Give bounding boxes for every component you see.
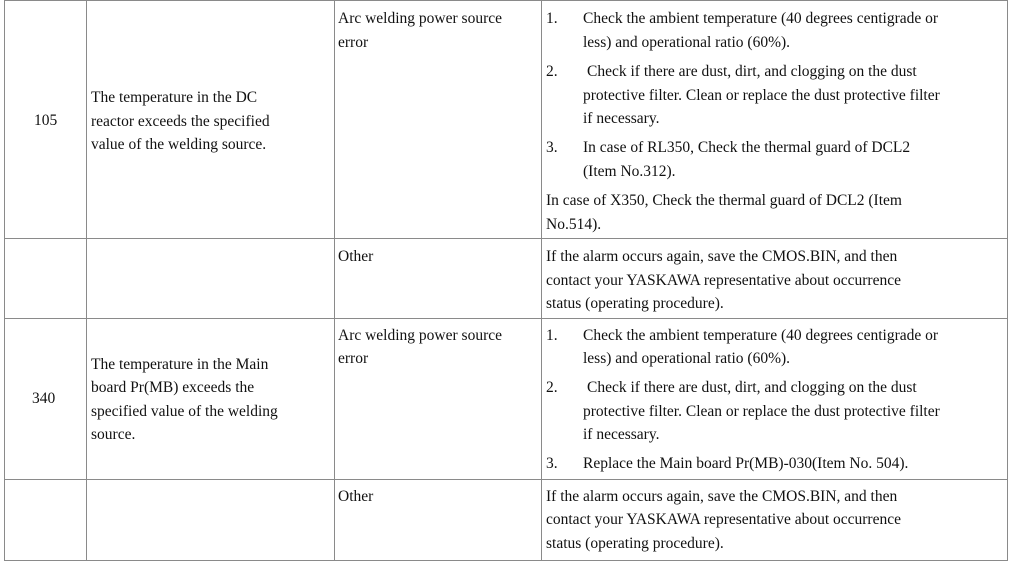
remedy-item-line: Check the ambient temperature (40 degrees centigrade or (583, 327, 939, 344)
cause-line: error (338, 34, 369, 51)
remedy-item-line: protective filter. Clean or replace the dust protective filter (583, 403, 940, 420)
description-line: reactor exceeds the specified (91, 113, 270, 130)
table-border-top (4, 0, 1008, 1)
remedy-item-line: less) and operational ratio (60%). (583, 34, 791, 51)
table-border-bottom (4, 560, 1008, 561)
remedy-item-number: 2. (546, 63, 558, 80)
cause-line: Other (338, 248, 374, 265)
remedy-item-line: (Item No.312). (583, 163, 676, 180)
remedy-item-line: if necessary. (583, 110, 660, 127)
remedy-item-line: less) and operational ratio (60%). (583, 350, 791, 367)
remedy-line: If the alarm occurs again, save the CMOS.BIN, and then (546, 488, 898, 505)
column-divider (4, 0, 5, 561)
row-divider (4, 318, 1008, 319)
row-divider (4, 238, 1008, 239)
column-divider (86, 0, 87, 561)
remedy-item-number: 1. (546, 10, 558, 27)
description-line: board Pr(MB) exceeds the (91, 379, 255, 396)
description-line: The temperature in the Main (91, 356, 269, 373)
description-line: value of the welding source. (91, 136, 267, 153)
remedy-item-number: 3. (546, 455, 558, 472)
remedy-item-line: if necessary. (583, 426, 660, 443)
cause-line: Arc welding power source (338, 327, 502, 344)
remedy-note-line: No.514). (546, 216, 602, 233)
remedy-item-line: Check if there are dust, dirt, and clogging on the dust (587, 63, 917, 80)
remedy-item-line: protective filter. Clean or replace the dust protective filter (583, 87, 940, 104)
remedy-line: status (operating procedure). (546, 535, 724, 552)
description-line: specified value of the welding (91, 403, 278, 420)
cause-line: Arc welding power source (338, 10, 502, 27)
remedy-line: status (operating procedure). (546, 295, 724, 312)
cause-line: error (338, 350, 369, 367)
column-divider (541, 0, 542, 561)
description-line: The temperature in the DC (91, 89, 258, 106)
description-line: source. (91, 426, 136, 443)
column-divider (334, 0, 335, 561)
remedy-item-line: Check the ambient temperature (40 degrees centigrade or (583, 10, 939, 27)
row-divider (4, 479, 1008, 480)
alarm-code: 340 (32, 390, 56, 407)
remedy-item-line: Check if there are dust, dirt, and clogging on the dust (587, 379, 917, 396)
remedy-line: If the alarm occurs again, save the CMOS.BIN, and then (546, 248, 898, 265)
remedy-item-number: 1. (546, 327, 558, 344)
remedy-item-number: 3. (546, 139, 558, 156)
remedy-note-line: In case of X350, Check the thermal guard of DCL2 (Item (546, 192, 902, 209)
remedy-line: contact your YASKAWA representative about occurrence (546, 511, 901, 528)
remedy-line: contact your YASKAWA representative about occurrence (546, 272, 901, 289)
alarm-code: 105 (34, 112, 58, 129)
column-divider (1007, 0, 1008, 561)
remedy-item-line: In case of RL350, Check the thermal guard of DCL2 (583, 139, 911, 156)
cause-line: Other (338, 488, 374, 505)
remedy-item-number: 2. (546, 379, 558, 396)
remedy-item-line: Replace the Main board Pr(MB)-030(Item No. 504). (583, 455, 909, 472)
